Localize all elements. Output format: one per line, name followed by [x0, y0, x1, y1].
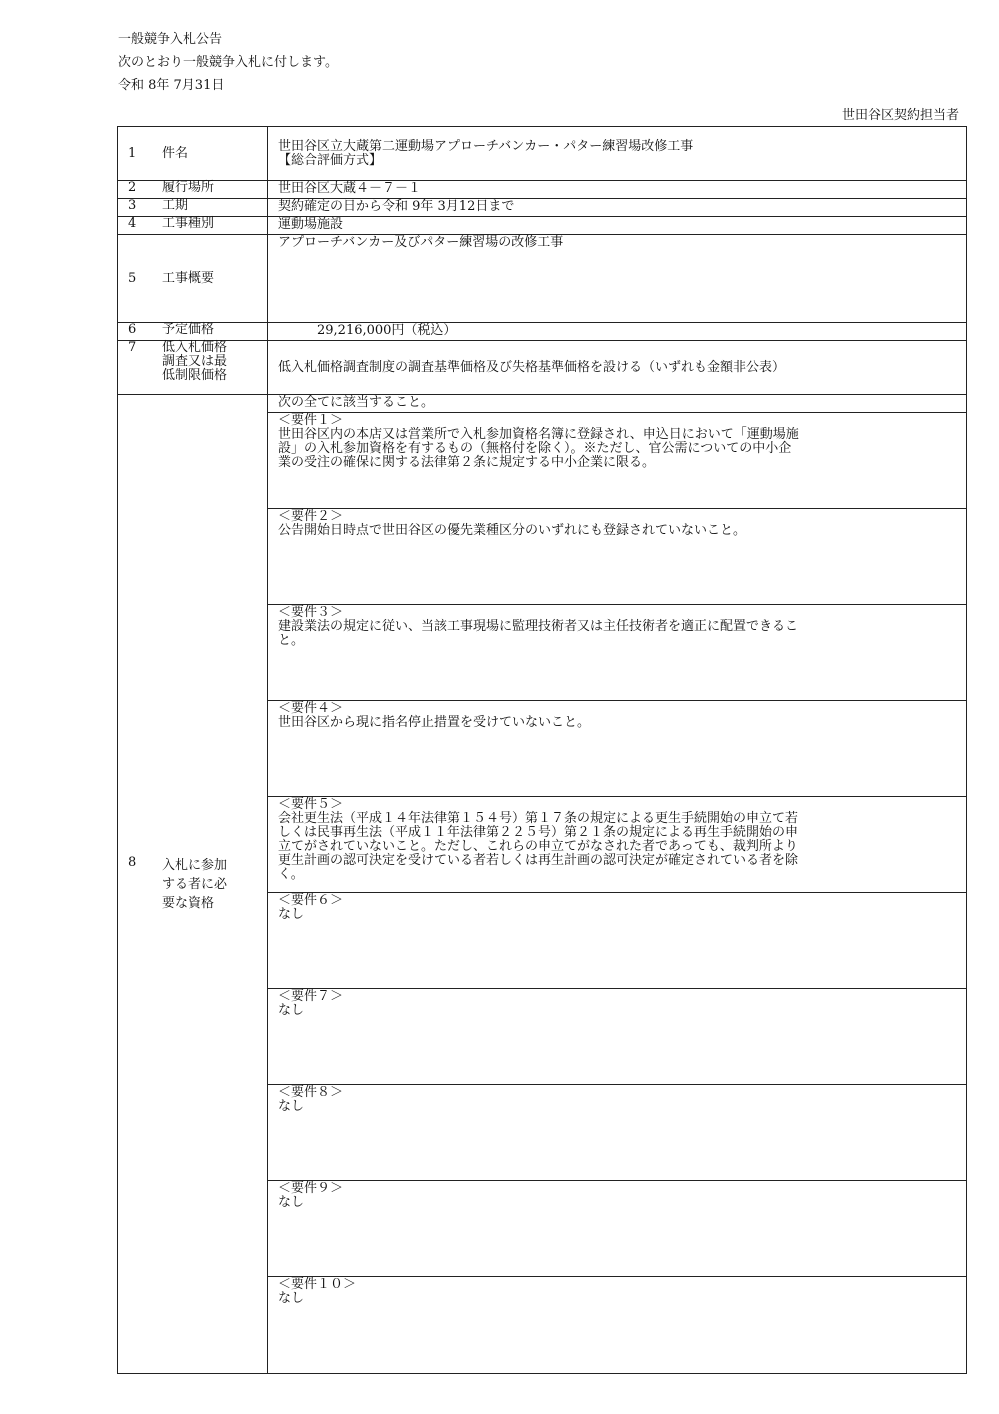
- requirement-title: ＜要件８＞: [278, 1085, 344, 1100]
- row-value: 世田谷区立大蔵第二運動場アプローチバンカー・パター練習場改修工事 【総合評価方式】: [268, 127, 967, 181]
- row-value: 世田谷区大蔵４－７－１: [268, 181, 967, 199]
- row-value: 低入札価格調査制度の調査基準価格及び失格基準価格を設ける（いずれも金額非公表）: [268, 341, 967, 395]
- qualification-intro: 次の全てに該当すること。: [268, 395, 967, 413]
- row-number: 6: [128, 322, 137, 337]
- row-low-bid: [118, 341, 967, 395]
- row-estimated-price: [118, 323, 967, 341]
- requirement-text: 世田谷区から現に指名停止措置を受けていないこと。: [278, 715, 591, 730]
- requirement-title: ＜要件３＞: [278, 605, 344, 620]
- row-number: 3: [128, 198, 137, 213]
- row-qualification-intro: [118, 395, 967, 413]
- requirement-title: ＜要件１０＞: [278, 1277, 357, 1292]
- row-label: 入札に参加 する者に必 要な資格: [162, 857, 228, 911]
- requirement-title: ＜要件５＞: [278, 797, 344, 812]
- requirement-text: なし: [278, 1195, 305, 1210]
- row-value: 契約確定の日から令和 9年 3月12日まで: [268, 199, 967, 217]
- requirement-text: なし: [278, 907, 305, 922]
- row-period: [118, 199, 967, 217]
- requirement-text: 世田谷区内の本店又は営業所で入札参加資格名簿に登録され、申込日において「運動場施 設」の入札参加資格を有するもの（無格付を除く）。※ただし、官公需についての中小企 業の受注の確保に関する法律第２条に規定する中小企業に限る。: [278, 427, 799, 470]
- row-number: 5: [128, 270, 137, 286]
- requirement-title: ＜要件７＞: [278, 989, 344, 1004]
- row-value: アプローチバンカー及びパター練習場の改修工事: [268, 235, 967, 323]
- row-value: 運動場施設: [268, 217, 967, 235]
- notice-date: 令和 8年 7月31日: [118, 78, 225, 93]
- row-label: 予定価格: [162, 322, 215, 337]
- row-number: 7: [128, 340, 137, 355]
- requirement-title: ＜要件６＞: [278, 893, 344, 908]
- row-location: [118, 181, 967, 199]
- row-label: 工事種別: [162, 216, 215, 231]
- requirement-title: ＜要件１＞: [278, 413, 344, 428]
- row-subject: [118, 127, 967, 181]
- requirement-text: 公告開始日時点で世田谷区の優先業種区分のいずれにも登録されていないこと。: [278, 523, 747, 538]
- requirement-title: ＜要件４＞: [278, 701, 344, 716]
- row-label: 履行場所: [162, 180, 215, 195]
- requirement-text: 会社更生法（平成１４年法律第１５４号）第１７条の規定による更生手続開始の申立て若 しくは民事再生法（平成１１年法律第２２５号）第２１条の規定による再生手続開始の申 立てがされていないこと。ただし、これらの申立てがなされた者であっても、裁判所より 更生計画の認可決定を受けている者若しくは再生計画の認可決定が確定されている者を除 く。: [278, 811, 799, 882]
- row-value: 29,216,000円（税込）: [268, 323, 967, 341]
- notice-intro: 次のとおり一般競争入札に付します。: [118, 55, 338, 70]
- row-number: 1: [128, 145, 137, 161]
- requirement-title: ＜要件２＞: [278, 509, 344, 524]
- requirement-text: 建設業法の規定に従い、当該工事現場に監理技術者又は主任技術者を適正に配置できるこ と。: [278, 619, 799, 648]
- requirement-title: ＜要件９＞: [278, 1181, 344, 1196]
- row-overview: [118, 235, 967, 323]
- row-label: 低入札価格 調査又は最 低制限価格: [162, 340, 228, 383]
- row-label: 件名: [162, 145, 189, 161]
- requirement-text: なし: [278, 1099, 305, 1114]
- notice-table: [117, 126, 967, 1374]
- row-work-type: [118, 217, 967, 235]
- notice-title: 一般競争入札公告: [118, 32, 223, 47]
- requirement-text: なし: [278, 1291, 305, 1306]
- row-number: 4: [128, 216, 137, 231]
- row-label: 工期: [162, 198, 189, 213]
- row-number: 2: [128, 180, 137, 195]
- requirement-text: なし: [278, 1003, 305, 1018]
- row-label: 工事概要: [162, 270, 215, 286]
- row-number: 8: [128, 854, 137, 870]
- contract-officer: 世田谷区契約担当者: [841, 108, 959, 123]
